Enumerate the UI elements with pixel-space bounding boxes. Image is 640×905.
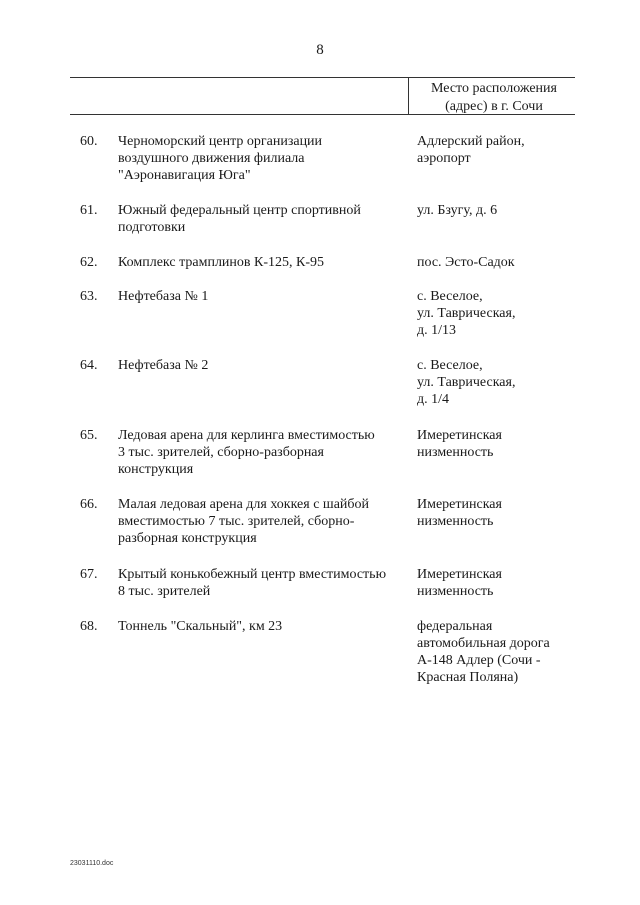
- facility-name: [118, 618, 408, 635]
- facility-address-line: ул. Таврическая,: [417, 375, 516, 390]
- facility-name-line: 3 тыс. зрителей, сборно-разборная: [118, 445, 324, 460]
- facility-name-line: Тоннель "Скальный", км 23: [118, 619, 283, 634]
- facility-address-line: д. 1/13: [417, 323, 457, 338]
- facility-name-line: конструкция: [118, 462, 194, 477]
- facility-name-line: Комплекс трамплинов К-125, К-95: [118, 255, 325, 270]
- item-number: 61.: [80, 203, 98, 218]
- facility-address-line: с. Веселое,: [417, 358, 483, 373]
- facility-name: [118, 288, 408, 305]
- facility-address-line: Имеретинская: [417, 497, 502, 512]
- facility-name-line: Крытый конькобежный центр вместимостью: [118, 567, 387, 582]
- facility-address-line: низменность: [417, 514, 494, 529]
- facility-address-line: Адлерский район,: [417, 134, 525, 149]
- facility-address-line: с. Веселое,: [417, 289, 483, 304]
- facility-name: [118, 202, 408, 236]
- facility-name-line: воздушного движения филиала: [118, 151, 305, 166]
- facility-address-line: А-148 Адлер (Сочи -: [417, 653, 541, 668]
- facility-name-line: Южный федеральный центр спортивной: [118, 203, 361, 218]
- facility-address-line: федеральная: [417, 619, 493, 634]
- facility-address: [417, 427, 587, 461]
- facility-name: [118, 254, 408, 271]
- facility-name-line: Малая ледовая арена для хоккея с шайбой: [118, 497, 370, 512]
- facility-name-line: вместимостью 7 тыс. зрителей, сборно-: [118, 514, 355, 529]
- facility-name: [118, 496, 408, 547]
- facility-address: [417, 357, 587, 408]
- facility-name-line: Нефтебаза № 1: [118, 289, 209, 304]
- column-header-location-line: (адрес) в г. Сочи: [445, 99, 543, 114]
- facility-address-line: ул. Таврическая,: [417, 306, 516, 321]
- facility-name-line: Черноморский центр организации: [118, 134, 323, 149]
- facility-address: [417, 288, 587, 339]
- facility-name-line: 8 тыс. зрителей: [118, 584, 211, 599]
- facility-address-line: низменность: [417, 445, 494, 460]
- item-number: 68.: [80, 619, 98, 634]
- facility-name-line: Нефтебаза № 2: [118, 358, 209, 373]
- facility-name-line: "Аэронавигация Юга": [118, 168, 251, 183]
- facility-address: [417, 496, 587, 530]
- facility-address-line: автомобильная дорога: [417, 636, 550, 651]
- facility-name: [118, 427, 408, 478]
- facility-address: [417, 254, 587, 271]
- facility-name: [118, 133, 408, 184]
- facility-address: [417, 618, 587, 686]
- facility-address-line: Имеретинская: [417, 567, 502, 582]
- facility-address-line: ул. Бзугу, д. 6: [417, 203, 498, 218]
- page-number: 8: [316, 42, 324, 58]
- facility-address-line: аэропорт: [417, 151, 471, 166]
- facility-address-line: Имеретинская: [417, 428, 502, 443]
- facility-address: [417, 202, 587, 219]
- facility-address-line: Красная Поляна): [417, 670, 519, 685]
- item-number: 63.: [80, 289, 98, 304]
- footer-file-name: 23031110.doc: [70, 860, 114, 867]
- facility-name: [118, 566, 408, 600]
- facility-address-line: низменность: [417, 584, 494, 599]
- facility-address-line: д. 1/4: [417, 392, 450, 407]
- item-number: 60.: [80, 134, 98, 149]
- item-number: 66.: [80, 497, 98, 512]
- facility-name-line: подготовки: [118, 220, 186, 235]
- item-number: 62.: [80, 255, 98, 270]
- item-number: 67.: [80, 567, 98, 582]
- facility-name-line: Ледовая арена для керлинга вместимостью: [118, 428, 375, 443]
- facility-name: [118, 357, 408, 374]
- item-number: 65.: [80, 428, 98, 443]
- facility-address: [417, 566, 587, 600]
- facility-address-line: пос. Эсто-Садок: [417, 255, 515, 270]
- facility-address: [417, 133, 587, 167]
- column-header-location-line: Место расположения: [431, 81, 557, 96]
- item-number: 64.: [80, 358, 98, 373]
- facility-name-line: разборная конструкция: [118, 531, 257, 546]
